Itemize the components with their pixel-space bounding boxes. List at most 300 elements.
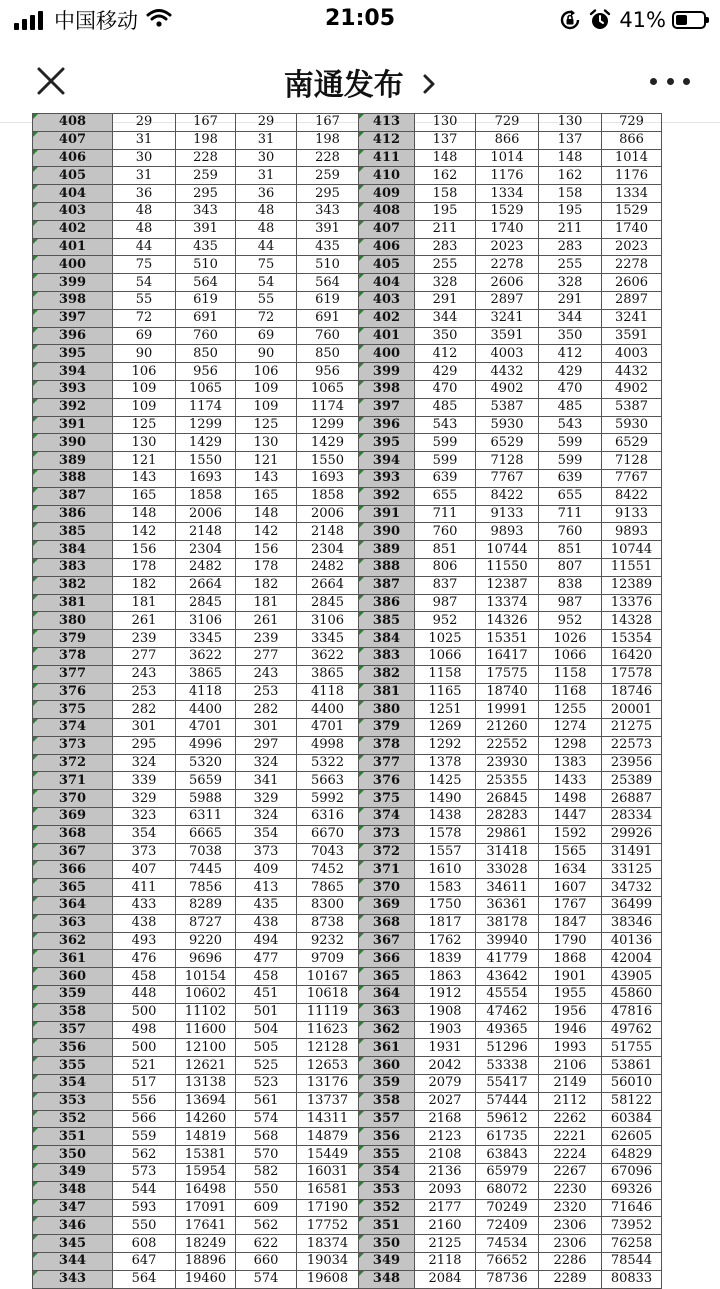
count-cell: 619 bbox=[297, 291, 359, 309]
count-cell: 525 bbox=[236, 1057, 297, 1075]
count-cell: 1274 bbox=[539, 719, 602, 737]
count-cell: 1740 bbox=[476, 220, 539, 238]
table-row bbox=[33, 309, 662, 327]
count-cell: 1168 bbox=[539, 683, 602, 701]
count-cell: 42004 bbox=[602, 950, 662, 968]
count-cell: 4400 bbox=[297, 701, 359, 719]
count-cell: 72 bbox=[236, 309, 297, 327]
count-cell: 570 bbox=[236, 1146, 297, 1164]
count-cell: 15449 bbox=[297, 1146, 359, 1164]
score-cell: 374 bbox=[359, 808, 415, 826]
count-cell: 4701 bbox=[297, 719, 359, 737]
count-cell: 2664 bbox=[297, 576, 359, 594]
count-cell: 49365 bbox=[476, 1021, 539, 1039]
score-cell: 375 bbox=[359, 790, 415, 808]
score-cell: 402 bbox=[33, 220, 113, 238]
count-cell: 21260 bbox=[476, 719, 539, 737]
count-cell: 6665 bbox=[176, 825, 236, 843]
count-cell: 2606 bbox=[476, 274, 539, 292]
score-cell: 361 bbox=[359, 1039, 415, 1057]
count-cell: 70249 bbox=[476, 1199, 539, 1217]
count-cell: 14879 bbox=[297, 1128, 359, 1146]
score-cell: 392 bbox=[359, 487, 415, 505]
count-cell: 1298 bbox=[539, 736, 602, 754]
count-cell: 3345 bbox=[297, 630, 359, 648]
table-row bbox=[33, 754, 662, 772]
count-cell: 2149 bbox=[539, 1075, 602, 1093]
count-cell: 354 bbox=[236, 825, 297, 843]
score-cell: 386 bbox=[33, 505, 113, 523]
count-cell: 28283 bbox=[476, 808, 539, 826]
count-cell: 6670 bbox=[297, 825, 359, 843]
count-cell: 660 bbox=[236, 1253, 297, 1271]
score-cell: 412 bbox=[359, 131, 415, 149]
count-cell: 13138 bbox=[176, 1075, 236, 1093]
count-cell: 125 bbox=[236, 416, 297, 434]
count-cell: 156 bbox=[113, 541, 176, 559]
count-cell: 48 bbox=[113, 220, 176, 238]
count-cell: 4400 bbox=[176, 701, 236, 719]
table-row bbox=[33, 202, 662, 220]
count-cell: 433 bbox=[113, 897, 176, 915]
count-cell: 18374 bbox=[297, 1235, 359, 1253]
count-cell: 2664 bbox=[176, 576, 236, 594]
count-cell: 3865 bbox=[176, 665, 236, 683]
count-cell: 2112 bbox=[539, 1092, 602, 1110]
count-cell: 20001 bbox=[602, 701, 662, 719]
count-cell: 952 bbox=[415, 612, 476, 630]
count-cell: 1858 bbox=[297, 487, 359, 505]
count-cell: 261 bbox=[236, 612, 297, 630]
count-cell: 6316 bbox=[297, 808, 359, 826]
count-cell: 2286 bbox=[539, 1253, 602, 1271]
count-cell: 11623 bbox=[297, 1021, 359, 1039]
count-cell: 75 bbox=[236, 256, 297, 274]
count-cell: 329 bbox=[113, 790, 176, 808]
chevron-right-icon bbox=[422, 73, 436, 95]
count-cell: 5663 bbox=[297, 772, 359, 790]
clock: 21:05 bbox=[324, 6, 396, 31]
count-cell: 350 bbox=[539, 327, 602, 345]
count-cell: 760 bbox=[297, 327, 359, 345]
count-cell: 38346 bbox=[602, 914, 662, 932]
score-cell: 411 bbox=[359, 149, 415, 167]
score-cell: 403 bbox=[33, 202, 113, 220]
score-cell: 390 bbox=[33, 434, 113, 452]
count-cell: 7038 bbox=[176, 843, 236, 861]
count-cell: 7865 bbox=[297, 879, 359, 897]
score-cell: 404 bbox=[359, 274, 415, 292]
count-cell: 43905 bbox=[602, 968, 662, 986]
score-cell: 384 bbox=[359, 630, 415, 648]
score-cell: 360 bbox=[33, 968, 113, 986]
count-cell: 655 bbox=[415, 487, 476, 505]
count-cell: 344 bbox=[415, 309, 476, 327]
score-cell: 400 bbox=[359, 345, 415, 363]
rotation-lock-icon bbox=[559, 9, 581, 31]
count-cell: 562 bbox=[113, 1146, 176, 1164]
table-row bbox=[33, 1128, 662, 1146]
count-cell: 109 bbox=[236, 398, 297, 416]
count-cell: 55417 bbox=[476, 1075, 539, 1093]
count-cell: 121 bbox=[236, 452, 297, 470]
count-cell: 1158 bbox=[539, 665, 602, 683]
table-row bbox=[33, 1057, 662, 1075]
count-cell: 109 bbox=[113, 380, 176, 398]
count-cell: 12653 bbox=[297, 1057, 359, 1075]
count-cell: 4432 bbox=[476, 363, 539, 381]
count-cell: 1993 bbox=[539, 1039, 602, 1057]
score-cell: 379 bbox=[33, 630, 113, 648]
count-cell: 182 bbox=[113, 576, 176, 594]
table-row bbox=[33, 398, 662, 416]
count-cell: 324 bbox=[236, 808, 297, 826]
score-cell: 373 bbox=[359, 825, 415, 843]
count-cell: 3241 bbox=[476, 309, 539, 327]
count-cell: 295 bbox=[176, 185, 236, 203]
count-cell: 43642 bbox=[476, 968, 539, 986]
count-cell: 11551 bbox=[602, 558, 662, 576]
table-row bbox=[33, 505, 662, 523]
score-cell: 392 bbox=[33, 398, 113, 416]
count-cell: 13737 bbox=[297, 1092, 359, 1110]
count-cell: 106 bbox=[236, 363, 297, 381]
count-cell: 2278 bbox=[602, 256, 662, 274]
count-cell: 1433 bbox=[539, 772, 602, 790]
count-cell: 2306 bbox=[539, 1235, 602, 1253]
count-cell: 866 bbox=[476, 131, 539, 149]
count-cell: 14260 bbox=[176, 1110, 236, 1128]
count-cell: 255 bbox=[415, 256, 476, 274]
count-cell: 31 bbox=[113, 131, 176, 149]
count-cell: 1438 bbox=[415, 808, 476, 826]
count-cell: 47816 bbox=[602, 1003, 662, 1021]
count-cell: 142 bbox=[236, 523, 297, 541]
count-cell: 2262 bbox=[539, 1110, 602, 1128]
score-cell: 369 bbox=[33, 808, 113, 826]
score-cell: 362 bbox=[33, 932, 113, 950]
count-cell: 15354 bbox=[602, 630, 662, 648]
score-cell: 346 bbox=[33, 1217, 113, 1235]
count-cell: 1378 bbox=[415, 754, 476, 772]
count-cell: 11119 bbox=[297, 1003, 359, 1021]
count-cell: 9133 bbox=[476, 505, 539, 523]
table-row bbox=[33, 291, 662, 309]
count-cell: 13376 bbox=[602, 594, 662, 612]
count-cell: 195 bbox=[415, 202, 476, 220]
more-options-button[interactable] bbox=[650, 66, 690, 96]
score-cell: 393 bbox=[33, 380, 113, 398]
score-cell: 367 bbox=[33, 843, 113, 861]
table-row bbox=[33, 701, 662, 719]
count-cell: 1425 bbox=[415, 772, 476, 790]
count-cell: 4998 bbox=[297, 736, 359, 754]
table-row bbox=[33, 327, 662, 345]
count-cell: 19460 bbox=[176, 1270, 236, 1288]
count-cell: 10167 bbox=[297, 968, 359, 986]
count-cell: 498 bbox=[113, 1021, 176, 1039]
battery-percent: 41% bbox=[619, 8, 666, 32]
count-cell: 435 bbox=[236, 897, 297, 915]
score-cell: 371 bbox=[33, 772, 113, 790]
score-cell: 363 bbox=[359, 1003, 415, 1021]
count-cell: 29 bbox=[236, 114, 297, 132]
table-row bbox=[33, 808, 662, 826]
count-cell: 4902 bbox=[476, 380, 539, 398]
count-cell: 1165 bbox=[415, 683, 476, 701]
count-cell: 72409 bbox=[476, 1217, 539, 1235]
score-cell: 366 bbox=[359, 950, 415, 968]
count-cell: 564 bbox=[297, 274, 359, 292]
article-content[interactable] bbox=[0, 114, 720, 1287]
count-cell: 1693 bbox=[176, 469, 236, 487]
count-cell: 182 bbox=[236, 576, 297, 594]
score-cell: 360 bbox=[359, 1057, 415, 1075]
count-cell: 1750 bbox=[415, 897, 476, 915]
count-cell: 5387 bbox=[476, 398, 539, 416]
count-cell: 148 bbox=[236, 505, 297, 523]
count-cell: 851 bbox=[539, 541, 602, 559]
score-cell: 367 bbox=[359, 932, 415, 950]
count-cell: 470 bbox=[415, 380, 476, 398]
count-cell: 17190 bbox=[297, 1199, 359, 1217]
count-cell: 8738 bbox=[297, 914, 359, 932]
count-cell: 2084 bbox=[415, 1270, 476, 1288]
count-cell: 8727 bbox=[176, 914, 236, 932]
score-cell: 359 bbox=[33, 986, 113, 1004]
count-cell: 19034 bbox=[297, 1253, 359, 1271]
table-row bbox=[33, 558, 662, 576]
count-cell: 1429 bbox=[297, 434, 359, 452]
table-row bbox=[33, 523, 662, 541]
count-cell: 521 bbox=[113, 1057, 176, 1075]
score-cell: 394 bbox=[359, 452, 415, 470]
count-cell: 5930 bbox=[476, 416, 539, 434]
table-row bbox=[33, 861, 662, 879]
count-cell: 72 bbox=[113, 309, 176, 327]
count-cell: 295 bbox=[297, 185, 359, 203]
count-cell: 760 bbox=[415, 523, 476, 541]
count-cell: 501 bbox=[236, 1003, 297, 1021]
score-cell: 349 bbox=[33, 1164, 113, 1182]
score-cell: 396 bbox=[359, 416, 415, 434]
count-cell: 31 bbox=[236, 167, 297, 185]
count-cell: 18896 bbox=[176, 1253, 236, 1271]
count-cell: 36499 bbox=[602, 897, 662, 915]
count-cell: 504 bbox=[236, 1021, 297, 1039]
count-cell: 7128 bbox=[602, 452, 662, 470]
count-cell: 451 bbox=[236, 986, 297, 1004]
count-cell: 12100 bbox=[176, 1039, 236, 1057]
count-cell: 22552 bbox=[476, 736, 539, 754]
count-cell: 1931 bbox=[415, 1039, 476, 1057]
table-row bbox=[33, 1092, 662, 1110]
score-cell: 402 bbox=[359, 309, 415, 327]
score-cell: 352 bbox=[359, 1199, 415, 1217]
count-cell: 12621 bbox=[176, 1057, 236, 1075]
carrier-name: 中国移动 bbox=[54, 9, 138, 33]
count-cell: 53338 bbox=[476, 1057, 539, 1075]
count-cell: 354 bbox=[113, 825, 176, 843]
count-cell: 448 bbox=[113, 986, 176, 1004]
count-cell: 485 bbox=[539, 398, 602, 416]
count-cell: 609 bbox=[236, 1199, 297, 1217]
count-cell: 1292 bbox=[415, 736, 476, 754]
score-cell: 394 bbox=[33, 363, 113, 381]
count-cell: 523 bbox=[236, 1075, 297, 1093]
table-row bbox=[33, 1217, 662, 1235]
score-cell: 343 bbox=[33, 1270, 113, 1288]
score-cell: 385 bbox=[33, 523, 113, 541]
count-cell: 341 bbox=[236, 772, 297, 790]
count-cell: 324 bbox=[236, 754, 297, 772]
count-cell: 21275 bbox=[602, 719, 662, 737]
count-cell: 13374 bbox=[476, 594, 539, 612]
count-cell: 2023 bbox=[602, 238, 662, 256]
count-cell: 15954 bbox=[176, 1164, 236, 1182]
count-cell: 51296 bbox=[476, 1039, 539, 1057]
count-cell: 277 bbox=[113, 647, 176, 665]
score-cell: 395 bbox=[359, 434, 415, 452]
count-cell: 61735 bbox=[476, 1128, 539, 1146]
score-cell: 353 bbox=[359, 1181, 415, 1199]
score-cell: 377 bbox=[33, 665, 113, 683]
count-cell: 599 bbox=[415, 452, 476, 470]
score-cell: 370 bbox=[33, 790, 113, 808]
count-cell: 49762 bbox=[602, 1021, 662, 1039]
score-cell: 408 bbox=[359, 202, 415, 220]
score-cell: 400 bbox=[33, 256, 113, 274]
score-cell: 384 bbox=[33, 541, 113, 559]
count-cell: 7043 bbox=[297, 843, 359, 861]
score-cell: 381 bbox=[359, 683, 415, 701]
score-cell: 353 bbox=[33, 1092, 113, 1110]
count-cell: 228 bbox=[297, 149, 359, 167]
count-cell: 1901 bbox=[539, 968, 602, 986]
count-cell: 28334 bbox=[602, 808, 662, 826]
count-cell: 2177 bbox=[415, 1199, 476, 1217]
score-distribution-table bbox=[32, 113, 662, 1289]
count-cell: 12389 bbox=[602, 576, 662, 594]
table-row bbox=[33, 594, 662, 612]
score-cell: 374 bbox=[33, 719, 113, 737]
table-row bbox=[33, 1235, 662, 1253]
count-cell: 80833 bbox=[602, 1270, 662, 1288]
count-cell: 67096 bbox=[602, 1164, 662, 1182]
count-cell: 30 bbox=[113, 149, 176, 167]
score-cell: 347 bbox=[33, 1199, 113, 1217]
score-cell: 361 bbox=[33, 950, 113, 968]
more-dot-icon bbox=[667, 78, 674, 85]
count-cell: 1956 bbox=[539, 1003, 602, 1021]
count-cell: 1255 bbox=[539, 701, 602, 719]
count-cell: 1529 bbox=[476, 202, 539, 220]
count-cell: 1863 bbox=[415, 968, 476, 986]
score-cell: 344 bbox=[33, 1253, 113, 1271]
count-cell: 2006 bbox=[176, 505, 236, 523]
count-cell: 435 bbox=[176, 238, 236, 256]
count-cell: 57444 bbox=[476, 1092, 539, 1110]
score-cell: 370 bbox=[359, 879, 415, 897]
count-cell: 39940 bbox=[476, 932, 539, 950]
count-cell: 181 bbox=[236, 594, 297, 612]
score-cell: 369 bbox=[359, 897, 415, 915]
count-cell: 23930 bbox=[476, 754, 539, 772]
count-cell: 74534 bbox=[476, 1235, 539, 1253]
count-cell: 41779 bbox=[476, 950, 539, 968]
count-cell: 17752 bbox=[297, 1217, 359, 1235]
count-cell: 505 bbox=[236, 1039, 297, 1057]
count-cell: 1607 bbox=[539, 879, 602, 897]
count-cell: 109 bbox=[113, 398, 176, 416]
count-cell: 1903 bbox=[415, 1021, 476, 1039]
score-cell: 379 bbox=[359, 719, 415, 737]
score-cell: 349 bbox=[359, 1253, 415, 1271]
account-title-link[interactable] bbox=[0, 60, 720, 104]
count-cell: 10602 bbox=[176, 986, 236, 1004]
count-cell: 1767 bbox=[539, 897, 602, 915]
count-cell: 121 bbox=[113, 452, 176, 470]
count-cell: 165 bbox=[113, 487, 176, 505]
score-cell: 406 bbox=[359, 238, 415, 256]
score-cell: 387 bbox=[359, 576, 415, 594]
status-bar bbox=[0, 0, 720, 40]
count-cell: 297 bbox=[236, 736, 297, 754]
count-cell: 14326 bbox=[476, 612, 539, 630]
count-cell: 9709 bbox=[297, 950, 359, 968]
count-cell: 15351 bbox=[476, 630, 539, 648]
count-cell: 54 bbox=[236, 274, 297, 292]
count-cell: 58122 bbox=[602, 1092, 662, 1110]
count-cell: 1912 bbox=[415, 986, 476, 1004]
count-cell: 2224 bbox=[539, 1146, 602, 1164]
count-cell: 11102 bbox=[176, 1003, 236, 1021]
count-cell: 165 bbox=[236, 487, 297, 505]
score-cell: 398 bbox=[359, 380, 415, 398]
count-cell: 559 bbox=[113, 1128, 176, 1146]
table-row bbox=[33, 380, 662, 398]
count-cell: 556 bbox=[113, 1092, 176, 1110]
count-cell: 350 bbox=[415, 327, 476, 345]
count-cell: 1565 bbox=[539, 843, 602, 861]
score-cell: 406 bbox=[33, 149, 113, 167]
count-cell: 62605 bbox=[602, 1128, 662, 1146]
count-cell: 156 bbox=[236, 541, 297, 559]
table-row bbox=[33, 434, 662, 452]
score-cell: 351 bbox=[359, 1217, 415, 1235]
count-cell: 29 bbox=[113, 114, 176, 132]
count-cell: 48 bbox=[113, 202, 176, 220]
count-cell: 162 bbox=[415, 167, 476, 185]
score-cell: 378 bbox=[359, 736, 415, 754]
count-cell: 429 bbox=[415, 363, 476, 381]
count-cell: 987 bbox=[415, 594, 476, 612]
count-cell: 3106 bbox=[176, 612, 236, 630]
count-cell: 29926 bbox=[602, 825, 662, 843]
score-cell: 363 bbox=[33, 914, 113, 932]
count-cell: 253 bbox=[236, 683, 297, 701]
score-cell: 409 bbox=[359, 185, 415, 203]
count-cell: 5387 bbox=[602, 398, 662, 416]
score-cell: 383 bbox=[359, 647, 415, 665]
count-cell: 7767 bbox=[476, 469, 539, 487]
count-cell: 429 bbox=[539, 363, 602, 381]
count-cell: 339 bbox=[113, 772, 176, 790]
count-cell: 582 bbox=[236, 1164, 297, 1182]
count-cell: 4003 bbox=[476, 345, 539, 363]
count-cell: 470 bbox=[539, 380, 602, 398]
count-cell: 851 bbox=[415, 541, 476, 559]
